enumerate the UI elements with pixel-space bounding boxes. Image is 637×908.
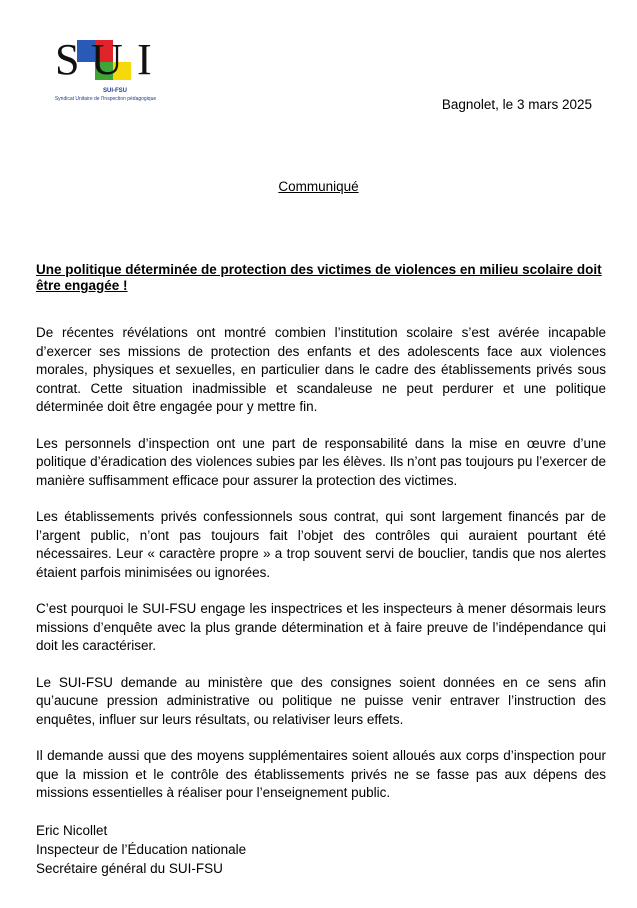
logo-letter-i: I: [137, 35, 152, 84]
sui-fsu-logo: [43, 32, 168, 104]
document-heading-text: Communiqué: [278, 179, 359, 194]
document-heading: [0, 179, 637, 195]
logo-letter-s: S: [55, 35, 80, 84]
paragraph: Les établissements privés confessionnels sous contrat, qui sont largement financés par de l’argent public, n’ont pas toujours fait l’objet des contrôles qui auraient pourtant été nécessaires. Leur « caractère propre » a trop souvent servi de bouclier, tandis que nos alertes étaient parfois minimisées ou ignorées.: [36, 509, 606, 580]
signatory-role: Inspecteur de l’Éducation nationale: [36, 842, 247, 857]
signatory-title: Secrétaire général du SUI-FSU: [36, 861, 223, 876]
signatory-name: Eric Nicollet: [36, 823, 108, 838]
logo-mark: [55, 36, 155, 86]
press-release-body: [36, 324, 606, 821]
letter-date: Bagnolet, le 3 mars 2025: [441, 97, 592, 112]
press-release-title: Une politique déterminée de protection des victimes de violences en milieu scolaire doit être engagée !: [36, 262, 602, 293]
logo-acronym: SUI-FSU: [103, 88, 127, 94]
paragraph: De récentes révélations ont montré combien l’institution scolaire s’est avérée incapable d’exercer ses missions de protection des enfants et des adolescents face aux violences morales, physiques et sexuelles, en particulier dans le cadre des établissements privés sous contrat. Cette situation inadmissible et scandaleuse ne peut perdurer et une politique déterminée doit être engagée pour y mettre fin.: [36, 325, 606, 414]
paragraph: Il demande aussi que des moyens supplémentaires soient alloués aux corps d’inspection pour que la mission et le contrôle des établissements privés ne se fasse pas aux dépens des missions essentielles à réaliser pour l’enseignement public.: [36, 748, 606, 800]
paragraph: Le SUI-FSU demande au ministère que des consignes soient données en ce sens afin qu’aucune pression administrative ou politique ne puisse venir entraver l’instruction des enquêtes, influer sur leurs résultats, ou relativiser leurs effets.: [36, 674, 606, 727]
logo-letter-u: U: [91, 35, 123, 84]
logo-full-name: Syndicat Unitaire de l'Inspection pédagogique: [54, 96, 157, 102]
paragraph: C’est pourquoi le SUI-FSU engage les inspectrices et les inspecteurs à mener désormais leurs missions d’enquête avec la plus grande détermination et à faire preuve de l’indépendance qui doit les caractériser.: [36, 601, 606, 653]
signature-block: [36, 821, 246, 878]
paragraph: Les personnels d’inspection ont une part de responsabilité dans la mise en œuvre d’une politique d’éradication des violences subies par les élèves. Ils n’ont pas toujours pu l’exercer de manière suffisamment efficace pour assurer la protection des victimes.: [36, 435, 606, 488]
